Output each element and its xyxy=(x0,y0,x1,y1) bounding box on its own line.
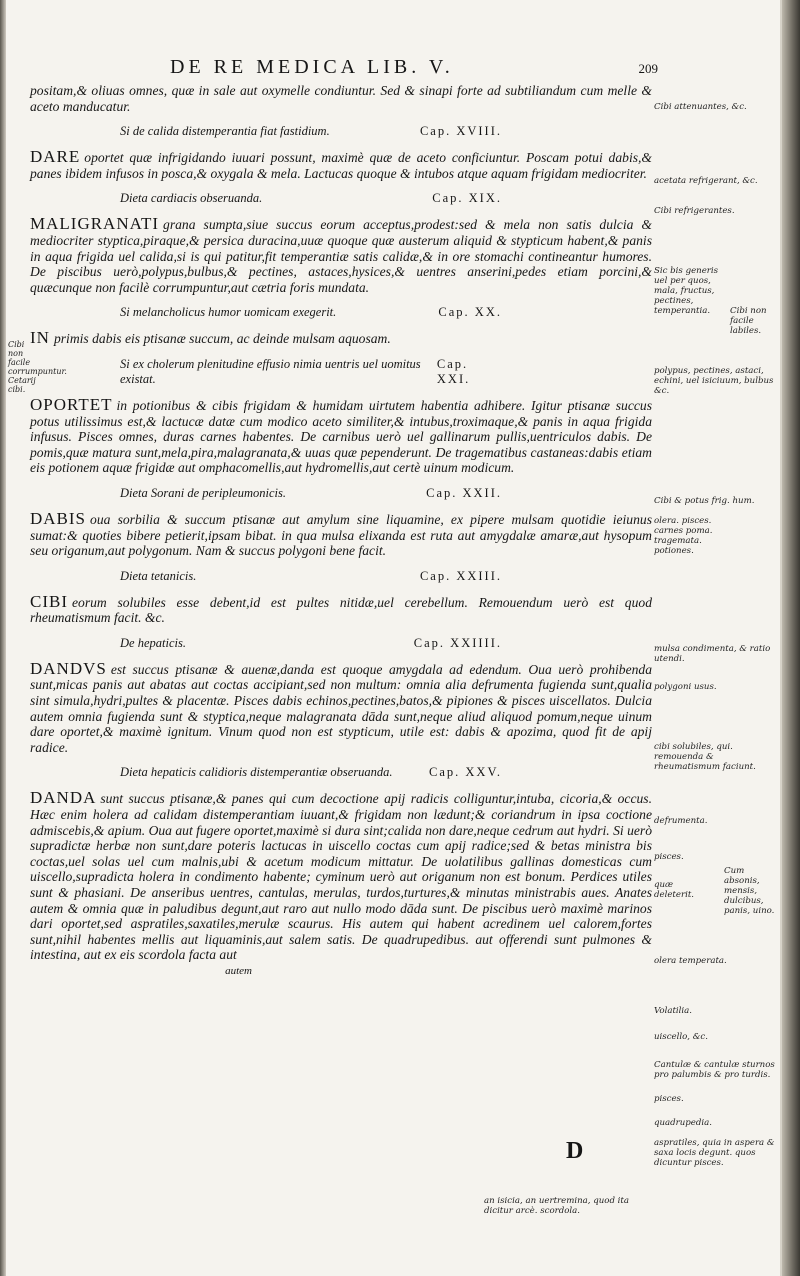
chapter-heading-line xyxy=(30,486,652,501)
chapter-number: Cap. XXII. xyxy=(426,485,502,500)
margin-note: cibi solubiles, qui. remouenda & rheumatismum faciunt. xyxy=(654,742,756,772)
chapter-heading: Si ex cholerum plenitudine effusio nimia uentris uel uomitus existat. xyxy=(120,356,421,386)
catchword: autem xyxy=(225,964,252,977)
chapter-heading: Dieta Sorani de peripleumonicis. xyxy=(120,485,286,500)
chapter-number: Cap. XX. xyxy=(438,305,502,320)
left-margin-note: Cibi non facile corrumpuntur. Cetarij cibi. xyxy=(8,340,67,394)
margin-note: mulsa condimenta, & ratio utendi. xyxy=(654,644,771,664)
margin-note: Cibi & potus frig. hum. xyxy=(654,496,755,506)
paragraph-lead-word: CIBI xyxy=(30,591,68,611)
chapter-paragraph xyxy=(30,216,652,295)
chapter-heading-line xyxy=(30,569,652,584)
chapter-heading: Dieta tetanicis. xyxy=(120,568,197,583)
paragraph-lead-word: DANDVS xyxy=(30,658,107,678)
chapter-paragraph xyxy=(30,658,652,756)
chapter-number: Cap. XVIII. xyxy=(419,124,502,139)
paragraph-text: primis dabis eis ptisanæ succum, ac deinde mulsam aquosam. xyxy=(53,331,391,347)
margin-note: Cum absonis, mensis, dulcibus, panis, uino. xyxy=(724,866,775,916)
margin-note: uiscello, &c. xyxy=(654,1032,708,1042)
chapter-paragraph xyxy=(30,394,652,476)
margin-note: polygoni usus. xyxy=(654,682,717,692)
chapter-paragraph xyxy=(30,330,652,347)
margin-note: aspratiles, quia in aspera & saxa locis degunt. quos dicuntur pisces. xyxy=(654,1138,775,1168)
margin-note: Cantulæ & cantulæ sturnos pro palumbis & pro turdis. xyxy=(654,1060,775,1080)
margin-note: quæ deleterit. xyxy=(654,880,695,900)
main-text-column xyxy=(30,56,658,977)
running-head xyxy=(170,56,658,79)
chapter-number: Cap. XIX. xyxy=(432,191,502,206)
paragraph-text: oua sorbilia & succum ptisanæ aut amylum sine liquamine, ex pipere mulsam quotidie ieiunus sumat:& quoties bibere petierit,ipsam bibat. in qua mulsa elixanda est ruta aut amygdalæ amaræ,aut hysopum seu origanum,aut polygonum. Nam & succus polygoni bene facit. xyxy=(30,511,652,559)
chapter-heading-line xyxy=(30,124,652,139)
paragraph-lead-word: DANDA xyxy=(30,788,97,808)
chapter xyxy=(30,357,652,476)
chapter xyxy=(30,486,652,559)
chapter-heading-line xyxy=(30,191,652,206)
chapter-number: Cap. XXIII. xyxy=(419,568,502,583)
paragraph-lead-word: OPORTET xyxy=(30,394,113,414)
paragraph-lead-word: IN xyxy=(30,328,50,348)
chapter xyxy=(30,124,652,181)
margin-note: Cibi non facile labiles. xyxy=(730,306,767,336)
page-number: 209 xyxy=(638,61,658,76)
chapter-heading-line xyxy=(30,636,652,651)
margin-note: Sic bis generis uel per quos, mala, fructus, pectines, temperantia. xyxy=(654,266,719,316)
margin-note: an isicia, an uertremina, quod ita dicitur arcè. scordola. xyxy=(484,1196,629,1216)
paragraph-lead-word: DABIS xyxy=(30,508,87,528)
chapter-number: Cap. XXIIII. xyxy=(413,635,502,650)
margin-note: pisces. xyxy=(654,1094,684,1104)
paragraph-lead-word: DARE xyxy=(30,147,81,167)
chapter xyxy=(30,636,652,756)
paragraph-text: oportet quæ infrigidando iuuari possunt, maximè quæ de aceto conficiuntur. Poscam potui dabis,& panes ibidem infusos in posca,& oxygala & mela. Lactucas quoque & intubos atque aquam frigidam mediocriter. xyxy=(30,150,652,181)
chapter-heading-line xyxy=(30,765,652,780)
chapter xyxy=(30,765,652,963)
chapter-heading: Si de calida distemperantia fiat fastidium. xyxy=(120,124,330,139)
margin-note: pisces. xyxy=(654,852,684,862)
margin-note: acetata refrigerant, &c. xyxy=(654,176,758,186)
margin-note: Volatilia. xyxy=(654,1006,693,1016)
chapter-paragraph xyxy=(30,508,652,559)
chapter xyxy=(30,569,652,626)
paragraph-text: sunt succus ptisanæ,& panes qui cum decoctione apij radicis colliguntur,intuba, cicoria,& occus. Hæc enim holera ad calidam distemperantiam iuuant,& frigidam non lædunt;& coriandrum in ipsa coctione admiscebis,& apium. Oua aut fugere oportet,maximè si dura sint;calida non dare,neque cedrum aut hydri. Si uerò supradictæ herbæ non sunt,dare poteris lactucas in uiscello coctas cum apij radice;sed & betas ministra bis coctas,uel solas uel cum malnis,ubi & acetum modicum mittatur. De uolatilibus gallinas domesticas cum uiscello,supradicta holera in condimento habente; cyminum uerò aut origanum non est bonum. Perdices utiles sunt & phasiani. De anseribus uentres, cantulas, merulas, turdos,turtures,& minutas ministrabis aues. Anates autem & omnia quæ in paludibus degunt,aut raro aut nullo modo dāda sunt. De piscibus uerò maximè marinos dari oportet,sed aspratiles,saxatiles,merulæ scaurus. His autem qui habent acredinem uel calorem,fortes sunt,nihil habentes mellis aut liquaminis,aut salem satis. De quadrupedibus. aut offerendi sunt pulmones & intestina, aut ex eis scordola facta aut xyxy=(30,791,652,963)
chapter xyxy=(30,191,652,295)
margin-note: olera temperata. xyxy=(654,956,727,966)
chapter-heading: Dieta cardiacis obseruanda. xyxy=(120,191,263,206)
margin-note: quadrupedia. xyxy=(654,1118,712,1128)
book-binding xyxy=(782,0,800,1276)
chapter-heading: Si melancholicus humor uomicam exegerit. xyxy=(120,305,337,320)
paragraph-text: eorum solubiles esse debent,id est pultes nitidæ,uel cerebellum. Remouendum uerò est quod rheumatismum facit. &c. xyxy=(30,594,652,626)
chapter xyxy=(30,305,652,347)
chapter-number: Cap. XXI. xyxy=(436,356,471,386)
paragraph-text: in potionibus & cibis frigidam & humidam uirtutem habentia adhibere. Igitur ptisanæ succus potus utilissimus est,& lactucæ datæ cum modico aceto similiter,& intubus,troximaque,& panis in aqua frigida infusus. Pisces omnes, duras carnes habentes. De carnibus uerò uel gallinarum pullis,uentriculos dabis. De pomis,quæ matura sunt,mela,pira,malagranata,& uuas quæ pependerunt. De tragematibus castaneas:dabis etiam eis potionem aquæ frigidæ aut omphacomellis,aut hydromellis,aut certè uinum modicum. xyxy=(30,397,652,476)
opening-paragraph: positam,& oliuas omnes, quæ in sale aut oxymelle condiuntur. Sed & sinapi forte ad subtiliandum cum melle & aceto manducatur. xyxy=(30,83,652,114)
margin-note: defrumenta. xyxy=(654,816,708,826)
margin-note: Cibi attenuantes, &c. xyxy=(654,102,747,112)
paragraph-lead-word: MALIGRANATI xyxy=(30,214,160,234)
margin-note: polypus, pectines, astaci, echini, uel isiciuum, bulbus &c. xyxy=(654,366,774,396)
chapter-heading-line xyxy=(30,357,652,387)
page-left-edge xyxy=(0,0,6,1276)
chapter-heading: De hepaticis. xyxy=(120,635,186,650)
running-title: DE RE MEDICA LIB. V. xyxy=(170,56,454,78)
chapter-paragraph xyxy=(30,790,652,963)
margin-note: olera. pisces. carnes poma. tragemata. potiones. xyxy=(654,516,713,556)
chapter-heading-line xyxy=(30,305,652,320)
chapter-number: Cap. XXV. xyxy=(429,765,502,780)
chapter-heading: Dieta hepaticis calidioris distemperantiæ obseruanda. xyxy=(120,765,393,780)
margin-note: Cibi refrigerantes. xyxy=(654,206,735,216)
paragraph-text: grana sumpta,siue succus eorum acceptus,prodest:sed & mela non satis dulcia & mediocriter styptica,piraque,& persica duracina,uuæ quoque quæ austerum aliquid & stypticum habent,& panis in aqua frigida uel calida,si is qui patitur,fit temperantiæ satis calidæ,& in ore stomachi contineantur humores. De piscibus uerò,polypus,bulbus,& pectines, astaces,hysices,& uentres anserini,pedes etiam porcini,& quæcunque non facilè corrumpuntur,aut cætria foris mundata. xyxy=(30,217,652,295)
paragraph-text: est succus ptisanæ & auenæ,danda est quoque amygdala ad edendum. Oua uerò prohibenda sunt,micas panis aut abatas aut coctas accipiant,sed non multum: omnia alia defrumenta fugienda sunt,qualia sint simula,hydri,pultes & placentæ. Pisces dabis echinos,pectines,batos,& pipiones & pisces uiscellatos. Dulcia autem omnia fugienda sunt & styptica,neque malagranata dāda sunt,neque aliud aliquod pomum,neque uinum dare oportet,& maximè ignitum. Vinum quod non est stypticum, utile est: dabis & apozima, quod fit de apij radice. xyxy=(30,661,652,755)
chapter-paragraph xyxy=(30,149,652,181)
handwritten-initial: D xyxy=(566,1138,584,1164)
chapter-paragraph xyxy=(30,591,652,626)
